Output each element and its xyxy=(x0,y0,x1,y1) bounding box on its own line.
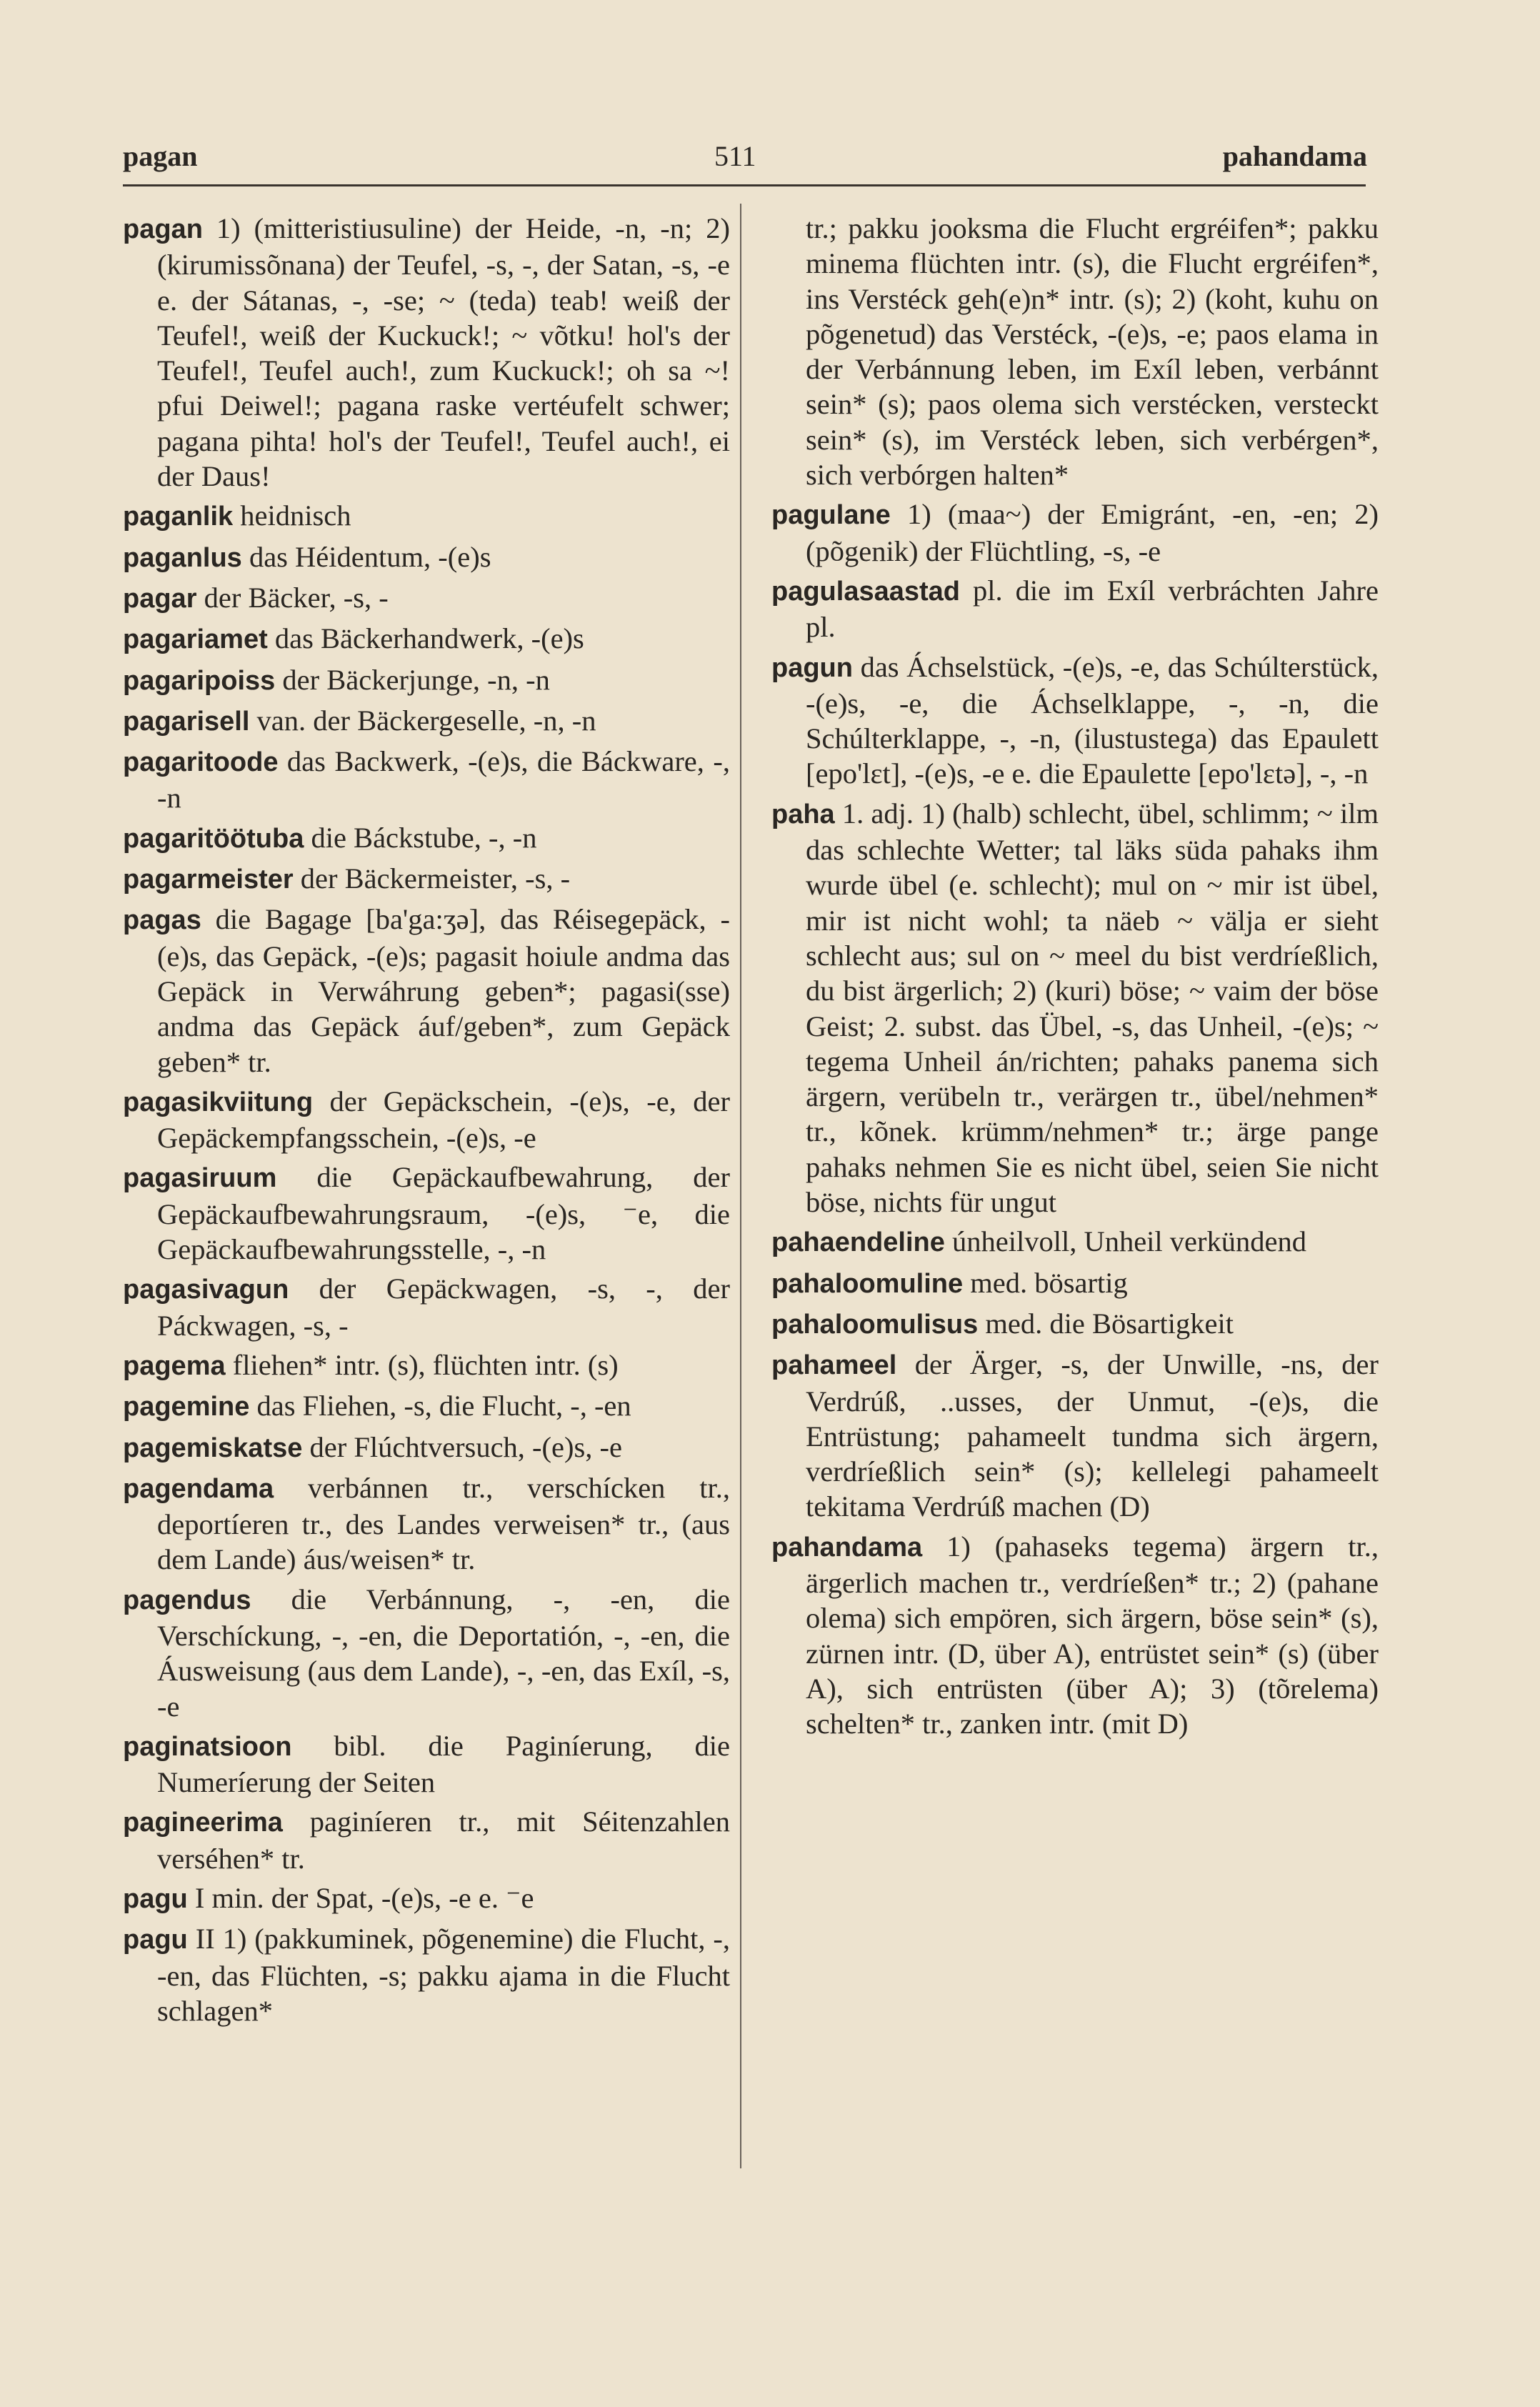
definition: der Gepäckwagen, -s, -, der Páckwagen, -s, - xyxy=(157,1272,730,1342)
header-rule xyxy=(123,184,1366,186)
definition: paginíeren tr., mit Séitenzahlen verséhen* tr. xyxy=(157,1805,730,1875)
definition: das Fliehen, -s, die Flucht, -, -en xyxy=(249,1390,631,1422)
dictionary-entry xyxy=(771,497,1379,569)
definition: heidnisch xyxy=(233,499,351,532)
headword: pagaritoode xyxy=(123,747,279,778)
definition: der Bäckerjunge, -n, -n xyxy=(275,663,550,696)
dictionary-entry xyxy=(123,1388,730,1425)
dictionary-entry xyxy=(123,498,730,534)
definition: die Bagage [ba'ga:ʒə], das Réisegepäck, -(e)s, das Gepäck, -(e)s; pagasit hoiule andma das Gepäck in Verwáhrung geben*; pagasi(sse) andma das Gepäck áuf/geben*, zum Gepäck geben* tr. xyxy=(157,903,730,1078)
headword: pahaloomulisus xyxy=(771,1309,979,1340)
definition: der Bäcker, -s, - xyxy=(196,581,389,614)
headword: pagasivagun xyxy=(123,1275,289,1305)
dictionary-entry xyxy=(771,573,1379,645)
headword: pagas xyxy=(123,905,201,936)
dictionary-entry xyxy=(123,1582,730,1724)
definition: das Héidentum, -(e)s xyxy=(241,540,491,573)
definition: der Flúchtversuch, -(e)s, -e xyxy=(302,1430,622,1463)
headword: pagar xyxy=(123,583,197,614)
definition: 1) (pahaseks tegema) ärgern tr., ärgerlich machen tr., verdríeßen* tr.; 2) (pahane olema) sich empören, sich ärgern, böse sein* (s), zürnen intr. (D, über A), entrüstet sein* (s) (über A), sich entrüsten (über A); 3) (tõrelema) schelten* tr., zanken intr. (mit D) xyxy=(806,1530,1379,1740)
dictionary-entry xyxy=(123,1470,730,1578)
dictionary-entry xyxy=(123,1084,730,1156)
definition: verbánnen tr., verschícken tr., deportíeren tr., des Landes verweisen* tr., (aus dem Lande) áus/weisen* tr. xyxy=(157,1471,730,1576)
column-divider xyxy=(740,204,741,2168)
headword: pahaloomuline xyxy=(771,1268,964,1299)
headword: pagu xyxy=(123,1884,188,1915)
dictionary-entry xyxy=(123,211,730,494)
definition: bibl. die Paginíerung, die Numeríerung der Seiten xyxy=(157,1729,730,1799)
headword: pagarmeister xyxy=(123,864,294,895)
definition: der Bäckermeister, -s, - xyxy=(293,862,571,895)
dictionary-entry xyxy=(123,1921,730,2028)
dictionary-entry xyxy=(123,1728,730,1800)
dictionary-entry xyxy=(771,1347,1379,1524)
headword: pagemine xyxy=(123,1392,250,1422)
headword: pagu xyxy=(123,1925,188,1955)
dictionary-entry xyxy=(771,1529,1379,1742)
headword: pagema xyxy=(123,1350,226,1381)
page-number: 511 xyxy=(714,140,756,172)
headword: paginatsioon xyxy=(123,1731,292,1762)
dictionary-entry xyxy=(123,1347,730,1384)
headword: paganlus xyxy=(123,542,242,573)
dictionary-entry xyxy=(123,1430,730,1466)
definition: der Ärger, -s, der Unwille, -ns, der Verdrúß, ..usses, der Unmut, -(e)s, die Entrüstung; pahameelt tundma sich ärgern, verdríeßlich sein* (s); kellelegi pahameelt tekitama Verdrúß machen (D) xyxy=(806,1348,1379,1523)
dictionary-entry xyxy=(771,796,1379,1220)
definition: pl. die im Exíl verbráchten Jahre pl. xyxy=(806,574,1379,644)
headword: pagaripoiss xyxy=(123,665,276,696)
definition: fliehen* intr. (s), flüchten intr. (s) xyxy=(225,1348,619,1381)
dictionary-entry xyxy=(123,1880,730,1917)
headword: pagasikviitung xyxy=(123,1087,314,1117)
definition: van. der Bäckergeselle, -n, -n xyxy=(249,704,596,737)
headword: pahandama xyxy=(771,1532,923,1563)
headword: pagulane xyxy=(771,500,891,531)
dictionary-entry xyxy=(123,1160,730,1267)
headword: pagasiruum xyxy=(123,1163,277,1194)
definition: die Verbánnung, -, -en, die Verschíckung, -, -en, die Deportatión, -, -en, die Áusweisung (aus dem Lande), -, -en, das Exíl, -s, -e xyxy=(157,1583,730,1723)
headword: pagarisell xyxy=(123,706,250,737)
headword: pagendus xyxy=(123,1585,251,1615)
definition: 1) (mitteristiusuline) der Heide, -n, -n; 2) (kirumissõnana) der Teufel, -s, -, der Satan, -s, -e e. der Sátanas, -, -se; ~ (teda) teab! weiß der Teufel!, weiß der Kuckuck!; ~ võtku! hol's der Teufel!, Teufel auch!, zum Kuckuck!; oh sa ~! pfui Deiwel!; pagana raske vertéufelt schwer; pagana pihta! hol's der Teufel!, Teufel auch!, ei der Daus! xyxy=(157,212,730,493)
dictionary-entry xyxy=(123,662,730,699)
dictionary-entry xyxy=(123,861,730,897)
definition: das Bäckerhandwerk, -(e)s xyxy=(267,622,584,655)
running-head-left: pagan xyxy=(123,140,198,172)
continued-entry: tr.; pakku jooksma die Flucht ergréifen*; pakku minema flüchten intr. (s), die Flucht ergréifen*, ins Verstéck geh(e)n* intr. (s); 2) (koht, kuhu on põgenetud) das Verstéck, -(e)s, -e; paos elama in der Verbánnung leben, im Exíl leben, verbánnt sein* (s); paos olema sich verstécken, versteckt sein* (s), im Verstéck leben, sich verbérgen*, sich verbórgen halten* xyxy=(806,212,1379,492)
headword: pagemiskatse xyxy=(123,1432,303,1463)
definition: II 1) (pakkuminek, põgenemine) die Flucht, -, -en, das Flüchten, -s; pakku ajama in die Flucht schlagen* xyxy=(157,1923,730,2027)
definition: die Báckstube, -, -n xyxy=(304,821,537,854)
definition: 1. adj. 1) (halb) schlecht, übel, schlimm; ~ ilm das schlechte Wetter; tal läks süda pahaks ihm wurde übel (e. schlecht); mul on ~ mir ist übel, mir ist nicht wohl; ta näeb ~ välja er sieht schlecht aus; sul on ~ meel du bist verdríeßlich, du bist ärgerlich; 2) (kuri) böse; ~ vaim der böse Geist; 2. subst. das Übel, -s, das Unheil, -(e)s; ~ tegema Unheil án/richten; pahaks panema sich ärgern, verübeln tr., verärgen tr., übel/nehmen* tr., kõnek. krümm/nehmen* tr.; ärge pange pahaks nehmen Sie es nicht übel, seien Sie nicht böse, nichts für ungut xyxy=(806,797,1379,1219)
dictionary-entry xyxy=(123,1271,730,1343)
headword: pagaritöötuba xyxy=(123,823,304,854)
definition: der Gepäckschein, -(e)s, -e, der Gepäckempfangsschein, -(e)s, -e xyxy=(157,1085,730,1155)
definition: med. bösartig xyxy=(963,1266,1128,1299)
definition: die Gepäckaufbewahrung, der Gepäckaufbewahrungsraum, -(e)s, ⁻e, die Gepäckaufbewahrungsstelle, -, -n xyxy=(157,1161,730,1266)
right-column xyxy=(771,211,1379,1745)
definition: I min. der Spat, -(e)s, -e e. ⁻e xyxy=(187,1882,534,1915)
definition: 1) (maa~) der Emigránt, -en, -en; 2) (põgenik) der Flüchtling, -s, -e xyxy=(806,498,1379,567)
headword: pagineerima xyxy=(123,1808,283,1838)
running-head-right: pahandama xyxy=(1222,140,1367,172)
headword: pahaendeline xyxy=(771,1227,945,1258)
definition: das Áchselstück, -(e)s, -e, das Schúlterstück, -(e)s, -e, die Áchselklappe, -, -n, die Schúlterklappe, -, -n, (ilustustega) das Epaulett [epo'lɛt], -(e)s, -e e. die Epaulette [epo'lɛtə], -, -n xyxy=(806,650,1379,790)
headword: pagulasaastad xyxy=(771,576,960,607)
headword: paganlik xyxy=(123,502,234,532)
definition: das Backwerk, -(e)s, die Báckware, -, -n xyxy=(157,745,730,814)
definition: únheilvoll, Unheil verkündend xyxy=(944,1225,1306,1258)
headword: paha xyxy=(771,799,835,829)
dictionary-entry xyxy=(123,820,730,857)
left-column xyxy=(123,211,730,2033)
dictionary-entry xyxy=(123,902,730,1079)
headword: pagendama xyxy=(123,1473,274,1504)
definition: med. die Bösartigkeit xyxy=(978,1307,1234,1340)
dictionary-entry xyxy=(123,1804,730,1876)
dictionary-entry xyxy=(123,539,730,576)
dictionary-entry xyxy=(771,1224,1379,1260)
dictionary-entry xyxy=(123,744,730,816)
dictionary-entry xyxy=(771,1306,1379,1342)
headword: pahameel xyxy=(771,1350,897,1381)
dictionary-entry xyxy=(771,1265,1379,1302)
headword: pagun xyxy=(771,652,853,683)
headword: pagan xyxy=(123,214,203,244)
dictionary-entry xyxy=(123,621,730,657)
dictionary-entry xyxy=(123,580,730,617)
headword: pagariamet xyxy=(123,624,268,655)
dictionary-entry xyxy=(771,649,1379,792)
dictionary-entry xyxy=(123,703,730,739)
